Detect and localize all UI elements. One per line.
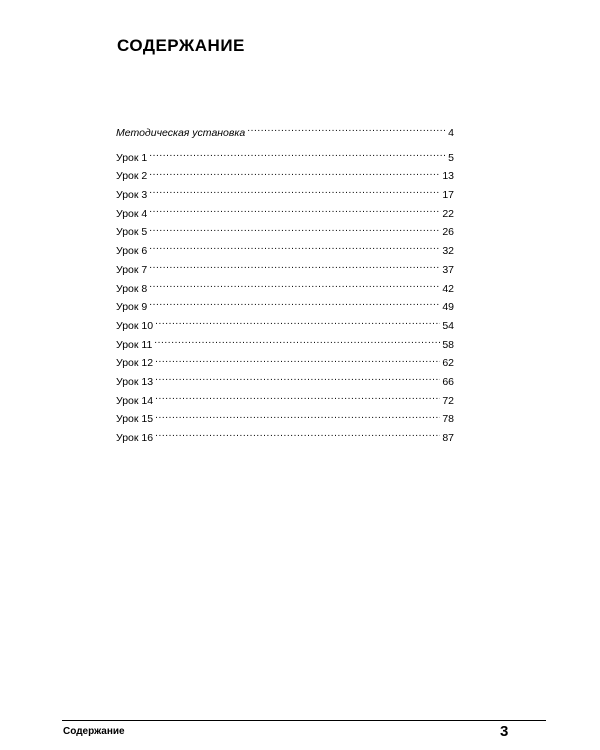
toc-entry-page: 49 [442, 301, 454, 314]
toc-dot-leader [154, 338, 440, 348]
toc-dot-leader [247, 126, 446, 136]
toc-entry-lesson-14[interactable] [116, 392, 454, 411]
toc-entry-page: 66 [442, 375, 454, 388]
toc-entry-lesson-10[interactable] [116, 317, 454, 336]
toc-entry-page: 32 [442, 245, 454, 258]
toc-entry-label: Урок 7 [116, 263, 148, 276]
toc-entry-lesson-13[interactable] [116, 373, 454, 392]
toc-entry-label: Урок 2 [116, 170, 148, 183]
toc-entry-lesson-8[interactable] [116, 280, 454, 299]
toc-dot-leader [149, 282, 440, 292]
toc-entry-label: Урок 5 [116, 226, 148, 239]
toc-entry-page: 26 [442, 226, 454, 239]
footer-divider [62, 720, 546, 721]
toc-entry-page: 4 [448, 127, 454, 139]
footer-section-label: Содержание [63, 726, 125, 737]
toc-entry-label: Урок 12 [116, 357, 154, 370]
toc-dot-leader [155, 356, 440, 366]
toc-entry-label: Методическая установка [116, 127, 246, 139]
toc-entry-lesson-11[interactable] [116, 336, 454, 355]
toc-entry-page: 37 [442, 263, 454, 276]
toc-entry-label: Урок 13 [116, 375, 154, 388]
toc-entry-lesson-15[interactable] [116, 410, 454, 429]
toc-entry-page: 17 [442, 189, 454, 202]
toc-entry-label: Урок 1 [116, 151, 148, 164]
toc-dot-leader [149, 263, 440, 273]
toc-entry-lesson-1[interactable] [116, 149, 454, 168]
toc-entry-page: 58 [442, 338, 454, 351]
toc-entry-page: 87 [442, 432, 454, 444]
toc-dot-leader [149, 188, 440, 198]
toc-entry-page: 22 [442, 207, 454, 220]
toc-entry-label: Урок 10 [116, 319, 154, 332]
footer-page-number: 3 [500, 723, 509, 740]
toc-entry-page: 5 [448, 151, 454, 164]
toc-entry-label: Урок 15 [116, 413, 154, 426]
page-title: СОДЕРЖАНИЕ [117, 36, 245, 55]
toc-entry-label: Урок 9 [116, 301, 148, 314]
toc-entry-label: Урок 6 [116, 245, 148, 258]
toc-dot-leader [149, 244, 440, 254]
toc-entry-lesson-2[interactable] [116, 167, 454, 186]
toc-entry-lesson-6[interactable] [116, 242, 454, 261]
toc-entry-lesson-12[interactable] [116, 354, 454, 373]
toc-entry-page: 72 [442, 394, 454, 407]
toc-dot-leader [155, 319, 440, 329]
toc-dot-leader [155, 431, 440, 441]
toc-entry-page: 13 [442, 170, 454, 183]
toc-entry-lesson-9[interactable] [116, 298, 454, 317]
table-of-contents [116, 124, 454, 448]
toc-dot-leader [149, 225, 440, 235]
toc-entry-lesson-7[interactable] [116, 261, 454, 280]
toc-entry-lesson-3[interactable] [116, 186, 454, 205]
toc-entry-page: 78 [442, 413, 454, 426]
toc-entry-lesson-16[interactable] [116, 429, 454, 448]
toc-dot-leader [149, 169, 440, 179]
toc-entry-label: Урок 14 [116, 394, 154, 407]
toc-entry-lesson-4[interactable] [116, 205, 454, 224]
toc-entry-label: Урок 11 [116, 338, 153, 351]
toc-dot-leader [149, 207, 440, 217]
toc-entry-label: Урок 4 [116, 207, 148, 220]
toc-dot-leader [155, 375, 440, 385]
toc-entry-page: 54 [442, 319, 454, 332]
toc-dot-leader [155, 394, 440, 404]
toc-entry-lesson-5[interactable] [116, 223, 454, 242]
toc-dot-leader [155, 412, 440, 422]
toc-dot-leader [149, 151, 446, 161]
toc-entry-page: 42 [442, 282, 454, 295]
toc-entry-label: Урок 16 [116, 432, 154, 444]
toc-entry-label: Урок 8 [116, 282, 148, 295]
toc-dot-leader [149, 300, 440, 310]
toc-entry-page: 62 [442, 357, 454, 370]
toc-entry-label: Урок 3 [116, 189, 148, 202]
toc-entry-intro[interactable] [116, 124, 454, 143]
